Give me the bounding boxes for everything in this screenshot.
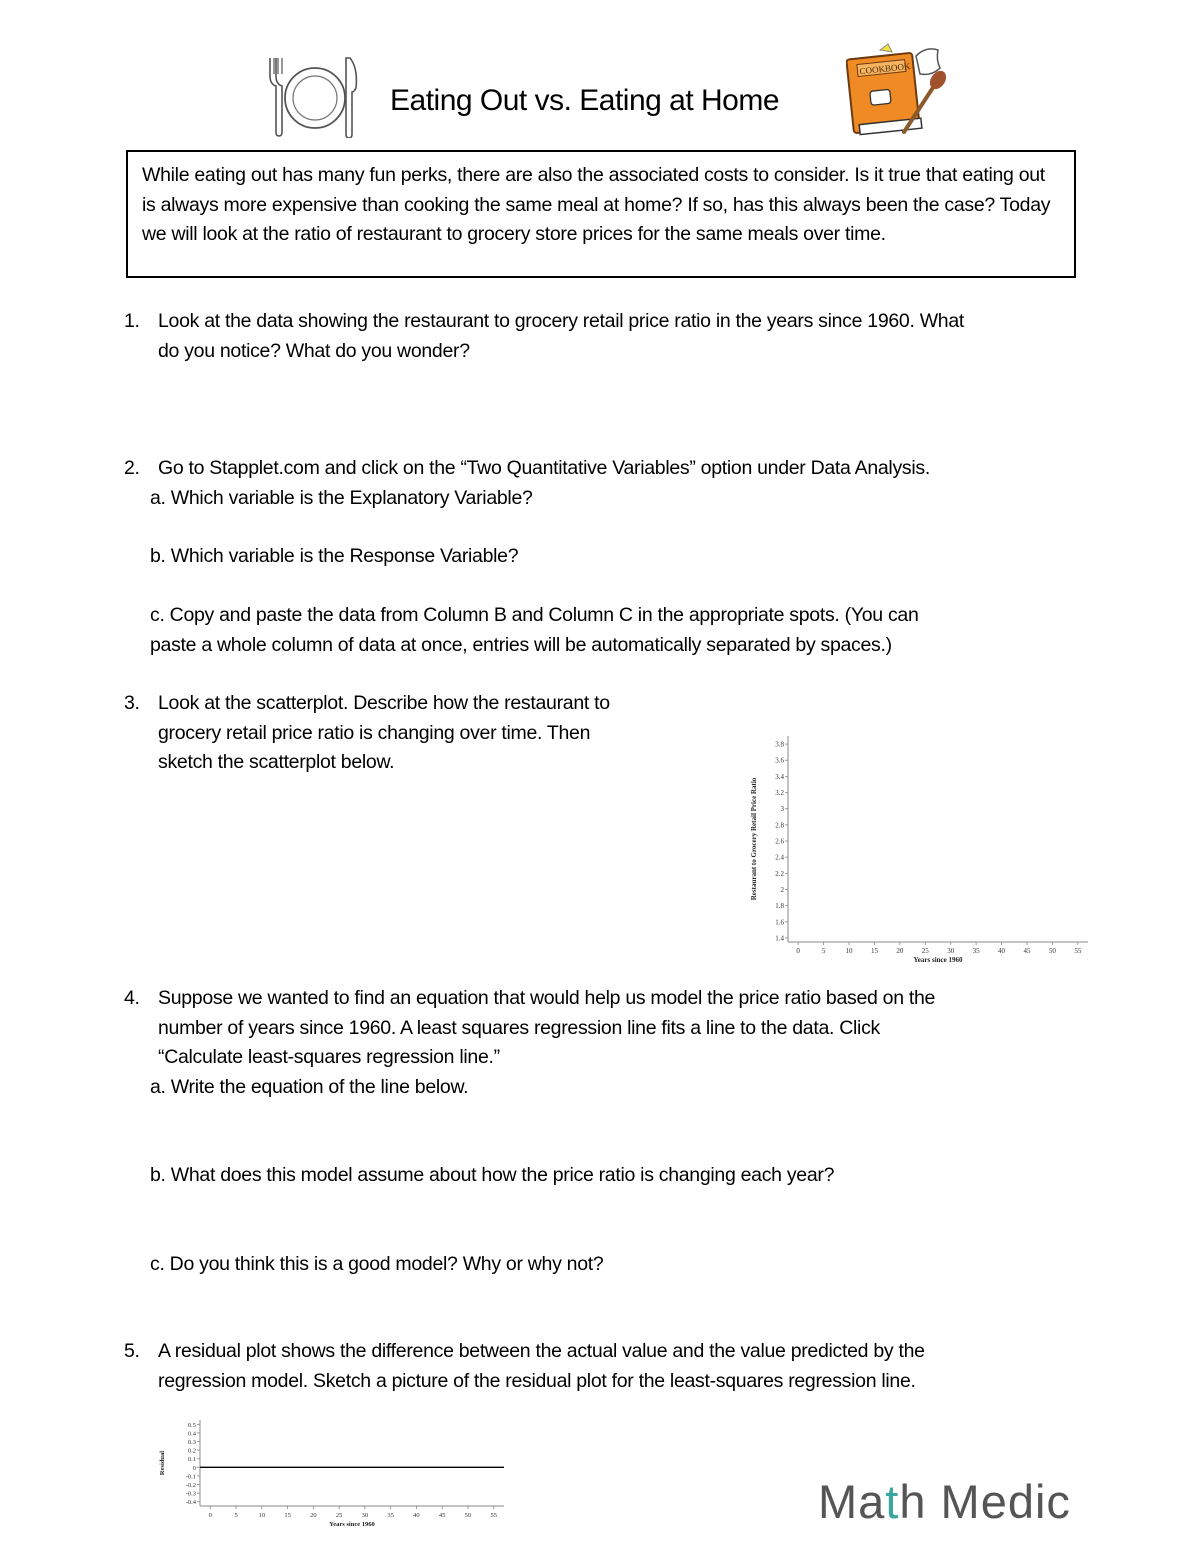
question-number: 1. — [124, 310, 140, 332]
x-tick-label: 35 — [972, 947, 980, 955]
question-line: “Calculate least-squares regression line.” — [158, 1046, 500, 1068]
x-tick-label: 0 — [208, 1512, 212, 1519]
y-tick-label: 3.4 — [775, 772, 784, 781]
question-3 — [124, 689, 724, 779]
x-tick-label: 15 — [284, 1512, 291, 1519]
question-number: 2. — [124, 457, 140, 479]
cookbook-icon — [846, 40, 954, 140]
question-5 — [124, 1337, 1104, 1397]
question-number: 3. — [124, 692, 140, 714]
y-tick-label: 0.3 — [187, 1439, 196, 1446]
question-2a: a. Which variable is the Explanatory Variable? — [150, 487, 533, 509]
y-tick-label: 0.1 — [187, 1456, 196, 1464]
page-title: Eating Out vs. Eating at Home — [390, 84, 780, 117]
question-line: grocery retail price ratio is changing over time. Then — [158, 721, 591, 744]
x-tick-label: 30 — [947, 947, 955, 955]
x-tick-label: 55 — [1074, 947, 1082, 955]
x-tick-label: 0 — [796, 947, 800, 955]
x-tick-label: 35 — [387, 1512, 394, 1519]
y-tick-label: -0.3 — [185, 1490, 196, 1498]
x-tick-label: 20 — [896, 947, 904, 955]
x-tick-label: 50 — [464, 1512, 472, 1519]
y-tick-label: 2.2 — [775, 869, 784, 878]
scatterplot-chart — [742, 730, 1092, 976]
y-tick-label: -0.1 — [185, 1473, 196, 1481]
question-line: do you notice? What do you wonder? — [158, 339, 470, 362]
question-line: A residual plot shows the difference between the actual value and the value predicted by the — [158, 1340, 925, 1362]
question-number: 4. — [124, 987, 140, 1009]
y-tick-label: 0.4 — [187, 1430, 196, 1438]
residual-plot-chart — [156, 1414, 508, 1536]
logo-text-part: Ma — [818, 1475, 886, 1528]
x-axis-label: Years since 1960 — [913, 956, 963, 964]
x-tick-label: 25 — [335, 1512, 343, 1519]
y-tick-label: 3 — [780, 805, 784, 814]
question-2b: b. Which variable is the Response Variable? — [150, 545, 519, 567]
y-tick-label: 3.8 — [775, 740, 784, 749]
plate-fork-knife-icon — [268, 54, 360, 138]
x-tick-label: 10 — [845, 947, 853, 955]
y-tick-label: 2.8 — [775, 821, 784, 830]
y-axis-label: Restaurant to Grocery Retail Price Ratio — [750, 777, 758, 901]
y-tick-label: -0.4 — [185, 1499, 196, 1507]
x-axis-label: Years since 1960 — [329, 1521, 375, 1528]
x-tick-label: 50 — [1048, 947, 1056, 955]
question-line: regression model. Sketch a picture of the residual plot for the least-squares regression line. — [158, 1369, 916, 1392]
question-4b: b. What does this model assume about how the price ratio is changing each year? — [150, 1164, 835, 1186]
question-2 — [124, 454, 1104, 484]
x-tick-label: 45 — [438, 1512, 446, 1519]
math-medic-logo — [818, 1474, 1071, 1529]
y-tick-label: 1.8 — [775, 902, 784, 911]
svg-text:COOKBOOK: COOKBOOK — [859, 61, 911, 77]
question-number: 5. — [124, 1340, 140, 1362]
question-line: Look at the data showing the restaurant to grocery retail price ratio in the years since 1960. What — [158, 310, 965, 332]
x-tick-label: 10 — [258, 1512, 266, 1519]
question-4 — [124, 984, 1104, 1074]
x-tick-label: 5 — [234, 1512, 238, 1519]
y-tick-label: 3.2 — [775, 789, 784, 798]
y-tick-label: 2.4 — [775, 853, 784, 862]
y-tick-label: 0 — [192, 1464, 196, 1472]
question-line: sketch the scatterplot below. — [158, 751, 395, 773]
y-tick-label: 2 — [780, 885, 784, 894]
x-tick-label: 30 — [361, 1512, 369, 1519]
question-line: number of years since 1960. A least squares regression line fits a line to the data. Click — [158, 1016, 880, 1039]
question-4a: a. Write the equation of the line below. — [150, 1076, 469, 1098]
question-line: Go to Stapplet.com and click on the “Two Quantitative Variables” option under Data Analysis. — [158, 457, 930, 479]
question-2c-line1: c. Copy and paste the data from Column B and Column C in the appropriate spots. (You can — [150, 604, 919, 626]
x-tick-label: 25 — [921, 947, 929, 955]
y-tick-label: -0.2 — [185, 1482, 196, 1489]
y-tick-label: 1.4 — [775, 934, 784, 943]
x-tick-label: 40 — [998, 947, 1006, 955]
question-4c: c. Do you think this is a good model? Why or why not? — [150, 1253, 604, 1275]
question-2c-line2: paste a whole column of data at once, entries will be automatically separated by spaces.) — [150, 634, 892, 656]
y-tick-label: 1.6 — [775, 918, 784, 927]
y-tick-label: 0.5 — [187, 1421, 196, 1429]
y-tick-label: 0.2 — [187, 1447, 196, 1455]
y-tick-label: 3.6 — [775, 756, 784, 765]
intro-box: While eating out has many fun perks, there are also the associated costs to consider. Is it true that eating out is always more expensive than cooking the same meal at home? If so, has this always been the case? Today we will look at the ratio of restaurant to grocery store prices for the same meals over time. — [126, 150, 1076, 278]
x-tick-label: 15 — [870, 947, 878, 955]
logo-text-accent: t — [885, 1475, 900, 1528]
logo-text-part: h Medic — [899, 1475, 1071, 1528]
x-tick-label: 20 — [310, 1512, 317, 1519]
x-tick-label: 45 — [1023, 947, 1031, 955]
question-1 — [124, 307, 1104, 367]
x-tick-label: 40 — [413, 1512, 420, 1519]
y-axis-label: Residual — [159, 1450, 166, 1476]
y-tick-label: 2.6 — [775, 837, 784, 846]
question-line: Look at the scatterplot. Describe how the restaurant to — [158, 692, 610, 714]
x-tick-label: 55 — [490, 1512, 497, 1519]
x-tick-label: 5 — [821, 947, 826, 955]
question-line: Suppose we wanted to find an equation that would help us model the price ratio based on the — [158, 987, 936, 1009]
